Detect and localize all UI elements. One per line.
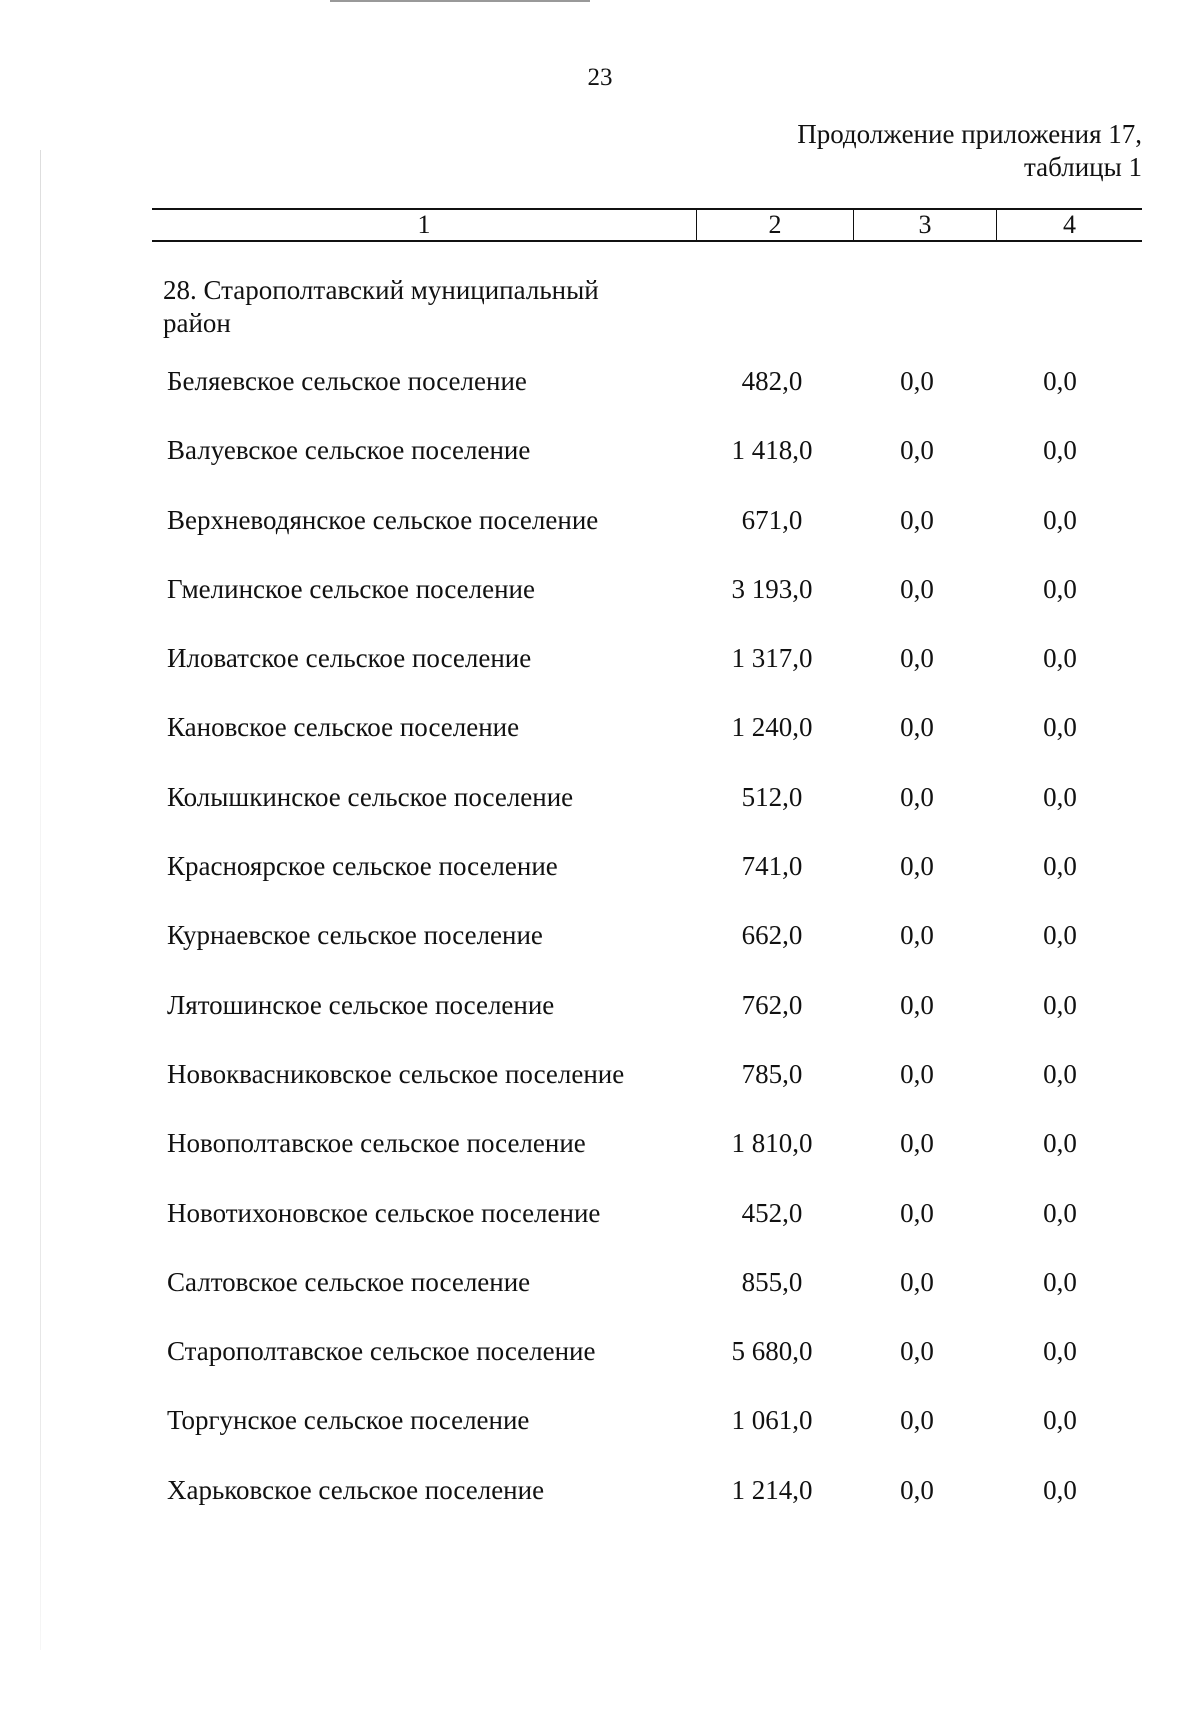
- value-col-4: 0,0: [1043, 1474, 1077, 1505]
- value-col-3: 0,0: [900, 366, 934, 396]
- value-col-3: 0,0: [900, 1058, 934, 1089]
- table-row: [0, 1059, 1200, 1128]
- page-number: 23: [587, 64, 613, 91]
- table-row: [0, 1336, 1200, 1405]
- section-heading-line-2: район: [163, 308, 231, 338]
- settlement-name: Беляевское сельское поселение: [167, 366, 527, 396]
- table-row: [0, 990, 1200, 1059]
- value-col-4: 0,0: [1043, 989, 1077, 1020]
- table-row: [0, 574, 1200, 643]
- settlement-name: Красноярское сельское поселение: [167, 851, 558, 882]
- value-col-3: 0,0: [900, 781, 934, 812]
- header-col-1: 1: [152, 210, 697, 240]
- value-col-4: 0,0: [1043, 573, 1077, 604]
- settlement-name: Валуевское сельское поселение: [167, 435, 531, 466]
- value-col-2: 662,0: [741, 920, 803, 951]
- value-col-4: 0,0: [1043, 435, 1077, 466]
- settlement-name: Старополтавское сельское поселение: [167, 1336, 596, 1367]
- value-col-2: 452,0: [741, 1197, 803, 1228]
- settlement-name: Гмелинское сельское поселение: [167, 573, 535, 604]
- value-col-4: 0,0: [1043, 1336, 1077, 1367]
- settlement-name: Новоквасниковское сельское поселение: [167, 1058, 625, 1089]
- table-row: [0, 366, 1200, 435]
- continuation-note: [797, 118, 1142, 184]
- value-col-2: 785,0: [741, 1058, 803, 1089]
- value-col-2: 482,0: [741, 366, 803, 396]
- table-row: [0, 920, 1200, 989]
- header-col-4: 4: [1063, 210, 1076, 239]
- value-col-3: 0,0: [900, 920, 934, 951]
- value-col-3: 0,0: [900, 435, 934, 466]
- value-col-2: 512,0: [741, 781, 803, 812]
- table-row: [0, 435, 1200, 504]
- value-col-3: 0,0: [900, 1405, 934, 1436]
- value-col-3: 0,0: [900, 643, 934, 674]
- value-col-4: 0,0: [1043, 366, 1077, 396]
- header-col-2: 2: [697, 210, 854, 240]
- value-col-3: 0,0: [900, 712, 934, 743]
- value-col-3: 0,0: [900, 573, 934, 604]
- settlement-name: Кановское сельское поселение: [167, 712, 520, 743]
- table-row: [0, 1475, 1200, 1544]
- value-col-4: 0,0: [1043, 1058, 1077, 1089]
- settlement-name: Колышкинское сельское поселение: [167, 781, 574, 812]
- continuation-line-1: Продолжение приложения 17,: [797, 119, 1142, 149]
- value-col-2: 762,0: [741, 989, 803, 1020]
- settlement-name: Торгунское сельское поселение: [167, 1405, 530, 1436]
- value-col-4: 0,0: [1043, 781, 1077, 812]
- settlement-name: Салтовское сельское поселение: [167, 1266, 531, 1297]
- value-col-4: 0,0: [1043, 920, 1077, 951]
- value-col-2: 1 214,0: [731, 1474, 813, 1505]
- value-col-2: 1 061,0: [731, 1405, 813, 1436]
- value-col-2: 741,0: [741, 851, 803, 882]
- table-row: [0, 1267, 1200, 1336]
- value-col-3: 0,0: [900, 1474, 934, 1505]
- value-col-4: 0,0: [1043, 851, 1077, 882]
- value-col-2: 855,0: [741, 1266, 803, 1297]
- settlement-name: Харьковское сельское поселение: [167, 1474, 545, 1505]
- value-col-2: 671,0: [741, 504, 803, 535]
- settlement-name: Курнаевское сельское поселение: [167, 920, 543, 951]
- value-col-4: 0,0: [1043, 712, 1077, 743]
- value-col-3: 0,0: [900, 989, 934, 1020]
- value-col-4: 0,0: [1043, 643, 1077, 674]
- value-col-2: 1 240,0: [731, 712, 813, 743]
- value-col-3: 0,0: [900, 1197, 934, 1228]
- value-col-2: 1 810,0: [731, 1128, 813, 1159]
- table-header: [152, 208, 1142, 242]
- table-row: [0, 1198, 1200, 1267]
- table-row: [0, 712, 1200, 781]
- value-col-3: 0,0: [900, 504, 934, 535]
- table-row: [0, 782, 1200, 851]
- table-body: [0, 366, 1200, 1544]
- table-row: [0, 1405, 1200, 1474]
- value-col-3: 0,0: [900, 1336, 934, 1367]
- settlement-name: Новотихоновское сельское поселение: [167, 1197, 601, 1228]
- value-col-3: 0,0: [900, 1266, 934, 1297]
- continuation-line-2: таблицы 1: [1024, 152, 1142, 182]
- value-col-2: 1 418,0: [731, 435, 813, 466]
- table-row: [0, 643, 1200, 712]
- settlement-name: Иловатское сельское поселение: [167, 643, 532, 674]
- value-col-3: 0,0: [900, 1128, 934, 1159]
- section-heading: [163, 274, 663, 340]
- settlement-name: Верхневодянское сельское поселение: [167, 504, 599, 535]
- value-col-4: 0,0: [1043, 1197, 1077, 1228]
- value-col-2: 1 317,0: [731, 643, 813, 674]
- table-row: [0, 1128, 1200, 1197]
- section-heading-line-1: 28. Старополтавский муниципальный: [163, 275, 599, 305]
- value-col-2: 5 680,0: [731, 1336, 813, 1367]
- scan-artifact-top: [330, 0, 590, 2]
- value-col-3: 0,0: [900, 851, 934, 882]
- value-col-2: 3 193,0: [731, 573, 813, 604]
- header-col-3: 3: [854, 210, 997, 240]
- table-row: [0, 851, 1200, 920]
- table-row: [0, 505, 1200, 574]
- value-col-4: 0,0: [1043, 1266, 1077, 1297]
- settlement-name: Лятошинское сельское поселение: [167, 989, 555, 1020]
- value-col-4: 0,0: [1043, 1128, 1077, 1159]
- settlement-name: Новополтавское сельское поселение: [167, 1128, 586, 1159]
- value-col-4: 0,0: [1043, 1405, 1077, 1436]
- value-col-4: 0,0: [1043, 504, 1077, 535]
